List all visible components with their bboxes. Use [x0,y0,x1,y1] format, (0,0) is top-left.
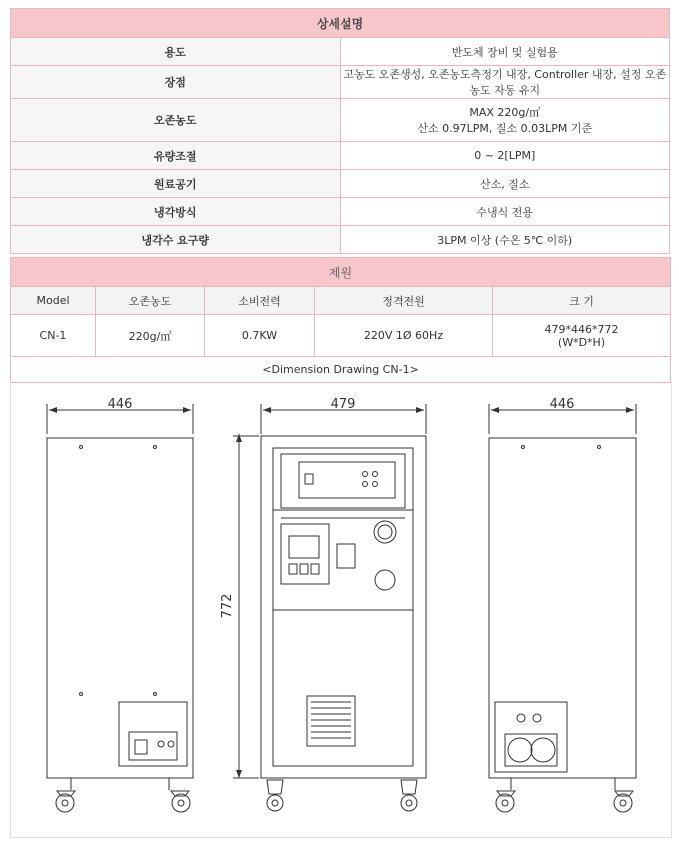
row-label-coolant: 냉각수 요구량 [11,226,341,254]
spec-size-unit: (W*D*H) [557,335,606,349]
side-view-right [489,404,636,812]
spec-size-value: 479*446*772 [544,322,619,336]
row-value-cooling: 수냉식 전용 [340,198,670,226]
spec-power: 0.7KW [205,315,315,357]
dim-height: 772 [220,593,235,619]
row-label-flow: 유량조절 [11,142,341,170]
drawing-svg [11,382,671,837]
front-view [233,404,426,811]
spec-title: 제원 [11,258,671,287]
row-value-advantage: 고농도 오존생성, 오존농도측정기 내장, Controller 내장, 설정 오존농도 자동 유지 [340,66,670,99]
dim-left-width: 446 [107,397,133,412]
row-value-coolant: 3LPM 이상 (수온 5℃ 이하) [340,226,670,254]
dimension-drawing [10,382,672,838]
row-value-ozone [340,99,670,142]
row-label-cooling: 냉각방식 [11,198,341,226]
spec-ozone: 220g/㎥ [96,315,205,357]
row-value-usage: 반도체 장비 및 실험용 [340,38,670,66]
spec-header-rated: 정격전원 [315,287,493,315]
row-label-usage: 용도 [11,38,341,66]
row-label-advantage: 장점 [11,66,341,99]
detail-title: 상세설명 [11,9,670,38]
spec-header-model: Model [11,287,96,315]
ozone-max: MAX 220g/㎥ [469,106,541,119]
row-value-flow: 0 ~ 2[LPM] [340,142,670,170]
row-label-feed: 원료공기 [11,170,341,198]
dim-front-width: 479 [330,397,356,412]
drawing-caption: <Dimension Drawing CN-1> [11,357,671,383]
side-view-left [47,404,193,812]
spec-table [10,257,671,383]
spec-header-ozone: 오존농도 [96,287,205,315]
ozone-basis: 산소 0.97LPM, 질소 0.03LPM 기준 [417,122,593,135]
spec-model: CN-1 [11,315,96,357]
row-label-ozone: 오존농도 [11,99,341,142]
detail-table [10,8,670,254]
spec-rated: 220V 1Ø 60Hz [315,315,493,357]
dim-right-width: 446 [549,397,575,412]
spec-header-power: 소비전력 [205,287,315,315]
spec-size [493,315,671,357]
spec-header-size: 크 기 [493,287,671,315]
row-value-feed: 산소, 질소 [340,170,670,198]
